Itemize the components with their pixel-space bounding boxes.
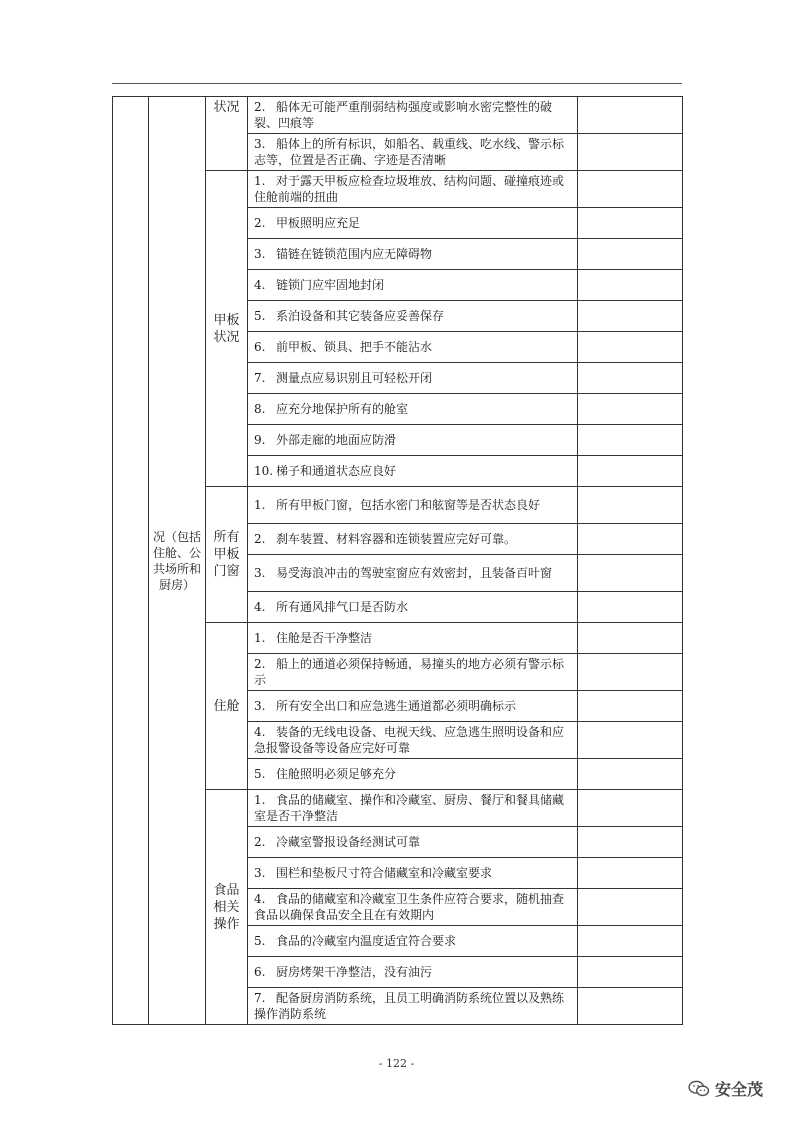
checklist-item — [248, 171, 578, 208]
checklist-item — [248, 456, 578, 487]
item-number: 7. — [254, 371, 266, 385]
item-text: 食品的储藏室、操作和冷藏室、厨房、餐厅和餐具储藏室是否干净整洁 — [254, 793, 565, 823]
result-cell — [578, 827, 683, 858]
item-text: 链锁门应牢固地封闭 — [276, 278, 385, 292]
item-text: 所有通风排气口是否防水 — [276, 600, 409, 614]
item-text: 外部走廊的地面应防滑 — [276, 433, 397, 447]
result-cell — [578, 208, 683, 239]
item-number: 5. — [254, 767, 266, 781]
result-cell — [578, 889, 683, 926]
item-number: 4. — [254, 892, 266, 906]
result-cell — [578, 555, 683, 592]
checklist-item — [248, 623, 578, 654]
checklist-item — [248, 394, 578, 425]
section-label-cell — [206, 790, 248, 1025]
checklist-item — [248, 270, 578, 301]
item-text: 食品的储藏室和冷藏室卫生条件应符合要求，随机抽查食品以确保食品安全且在有效期内 — [254, 892, 565, 922]
checklist-item — [248, 555, 578, 592]
checklist-item — [248, 858, 578, 889]
item-text: 冷藏室警报设备经测试可靠 — [276, 835, 421, 849]
checklist-item — [248, 691, 578, 722]
item-text: 甲板照明应充足 — [276, 216, 361, 230]
header-rule — [112, 83, 682, 84]
item-number: 10. — [254, 464, 274, 478]
item-text: 装备的无线电设备、电视天线、应急逃生照明设备和应急报警设备等设备应完好可靠 — [254, 725, 565, 755]
checklist-item — [248, 926, 578, 957]
checklist-item — [248, 363, 578, 394]
item-text: 围栏和垫板尺寸符合储藏室和冷藏室要求 — [276, 866, 493, 880]
item-number: 4. — [254, 600, 266, 614]
result-cell — [578, 97, 683, 134]
item-number: 2. — [254, 657, 266, 671]
section-label: 所有甲板门窗 — [213, 530, 240, 579]
section-label: 甲板状况 — [213, 312, 240, 345]
category-label: 况（包括住舱、公共场所和厨房） — [152, 529, 201, 592]
checklist-item — [248, 524, 578, 555]
inspection-checklist-table — [112, 96, 683, 1025]
item-number: 8. — [254, 402, 266, 416]
checklist-item — [248, 592, 578, 623]
result-cell — [578, 456, 683, 487]
item-text: 易受海浪冲击的驾驶室窗应有效密封，且装备百叶窗 — [276, 566, 553, 580]
result-cell — [578, 790, 683, 827]
item-number: 4. — [254, 725, 266, 739]
section-label-cell — [206, 97, 248, 171]
result-cell — [578, 592, 683, 623]
item-text: 配备厨房消防系统，且员工明确消防系统位置以及熟练操作消防系统 — [254, 991, 565, 1021]
item-number: 3. — [254, 137, 266, 151]
result-cell — [578, 239, 683, 270]
item-number: 1. — [254, 793, 266, 807]
result-cell — [578, 623, 683, 654]
item-text: 住舱是否干净整洁 — [276, 631, 373, 645]
result-cell — [578, 524, 683, 555]
checklist-item — [248, 827, 578, 858]
item-text: 应充分地保护所有的舱室 — [276, 402, 409, 416]
item-number: 3. — [254, 566, 266, 580]
item-number: 1. — [254, 498, 266, 512]
item-number: 3. — [254, 699, 266, 713]
item-number: 5. — [254, 309, 266, 323]
item-number: 1. — [254, 174, 266, 188]
result-cell — [578, 301, 683, 332]
item-number: 6. — [254, 340, 266, 354]
item-text: 测量点应易识别且可轻松开闭 — [276, 371, 433, 385]
result-cell — [578, 691, 683, 722]
result-cell — [578, 858, 683, 889]
section-label-cell — [206, 623, 248, 790]
item-number: 2. — [254, 835, 266, 849]
result-cell — [578, 425, 683, 456]
item-number: 6. — [254, 965, 266, 979]
item-text: 对于露天甲板应检查垃圾堆放、结构问题、碰撞痕迹或住舱前端的扭曲 — [254, 174, 565, 204]
item-number: 2. — [254, 100, 266, 114]
checklist-item — [248, 654, 578, 691]
result-cell — [578, 487, 683, 524]
item-text: 食品的冷藏室内温度适宜符合要求 — [276, 934, 457, 948]
watermark — [688, 1077, 763, 1100]
result-cell — [578, 134, 683, 171]
item-number: 9. — [254, 433, 266, 447]
checklist-item — [248, 988, 578, 1025]
checklist-item — [248, 722, 578, 759]
result-cell — [578, 270, 683, 301]
wechat-icon — [688, 1080, 710, 1098]
result-cell — [578, 926, 683, 957]
item-text: 住舱照明必须足够充分 — [276, 767, 397, 781]
item-text: 系泊设备和其它装备应妥善保存 — [276, 309, 445, 323]
item-number: 1. — [254, 631, 266, 645]
item-number: 3. — [254, 866, 266, 880]
checklist-item — [248, 487, 578, 524]
item-text: 所有安全出口和应急逃生通道都必须明确标示 — [276, 699, 517, 713]
checklist-item — [248, 889, 578, 926]
section-label-cell — [206, 487, 248, 623]
blank-column-cell — [113, 97, 149, 1025]
result-cell — [578, 363, 683, 394]
checklist-item — [248, 332, 578, 363]
item-number: 4. — [254, 278, 266, 292]
result-cell — [578, 988, 683, 1025]
checklist-item — [248, 957, 578, 988]
checklist-item — [248, 425, 578, 456]
checklist-item — [248, 97, 578, 134]
checklist-item — [248, 759, 578, 790]
item-number: 2. — [254, 216, 266, 230]
result-cell — [578, 654, 683, 691]
item-number: 3. — [254, 247, 266, 261]
item-text: 前甲板、锁具、把手不能沾水 — [276, 340, 433, 354]
item-text: 船上的通道必须保持畅通，易撞头的地方必须有警示标示 — [254, 657, 565, 687]
item-text: 船体上的所有标识，如船名、载重线、吃水线、警示标志等，位置是否正确、字迹是否清晰 — [254, 137, 565, 167]
checklist-item — [248, 301, 578, 332]
section-label-cell — [206, 171, 248, 487]
item-number: 5. — [254, 934, 266, 948]
checklist-item — [248, 134, 578, 171]
item-text: 所有甲板门窗，包括水密门和舷窗等是否状态良好 — [276, 498, 541, 512]
result-cell — [578, 759, 683, 790]
result-cell — [578, 332, 683, 363]
item-text: 船体无可能严重削弱结构强度或影响水密完整性的破裂、凹痕等 — [254, 100, 553, 130]
section-label: 食品相关操作 — [213, 882, 240, 932]
checklist-item — [248, 790, 578, 827]
result-cell — [578, 722, 683, 759]
page-number: - 122 - — [378, 1057, 415, 1070]
watermark-text: 安全茂 — [715, 1080, 764, 1099]
checklist-item — [248, 208, 578, 239]
item-text: 梯子和通道状态应良好 — [276, 464, 397, 478]
item-number: 7. — [254, 991, 266, 1005]
result-cell — [578, 957, 683, 988]
item-text: 厨房烤架干净整洁，没有油污 — [276, 965, 433, 979]
category-cell — [149, 97, 206, 1025]
item-text: 刹车装置、材料容器和连锁装置应完好可靠。 — [276, 532, 517, 546]
item-number: 2. — [254, 532, 266, 546]
item-text: 锚链在链锁范围内应无障碍物 — [276, 247, 433, 261]
checklist-item — [248, 239, 578, 270]
section-label: 住舱 — [213, 698, 240, 714]
result-cell — [578, 171, 683, 208]
section-label: 状况 — [213, 100, 240, 115]
result-cell — [578, 394, 683, 425]
